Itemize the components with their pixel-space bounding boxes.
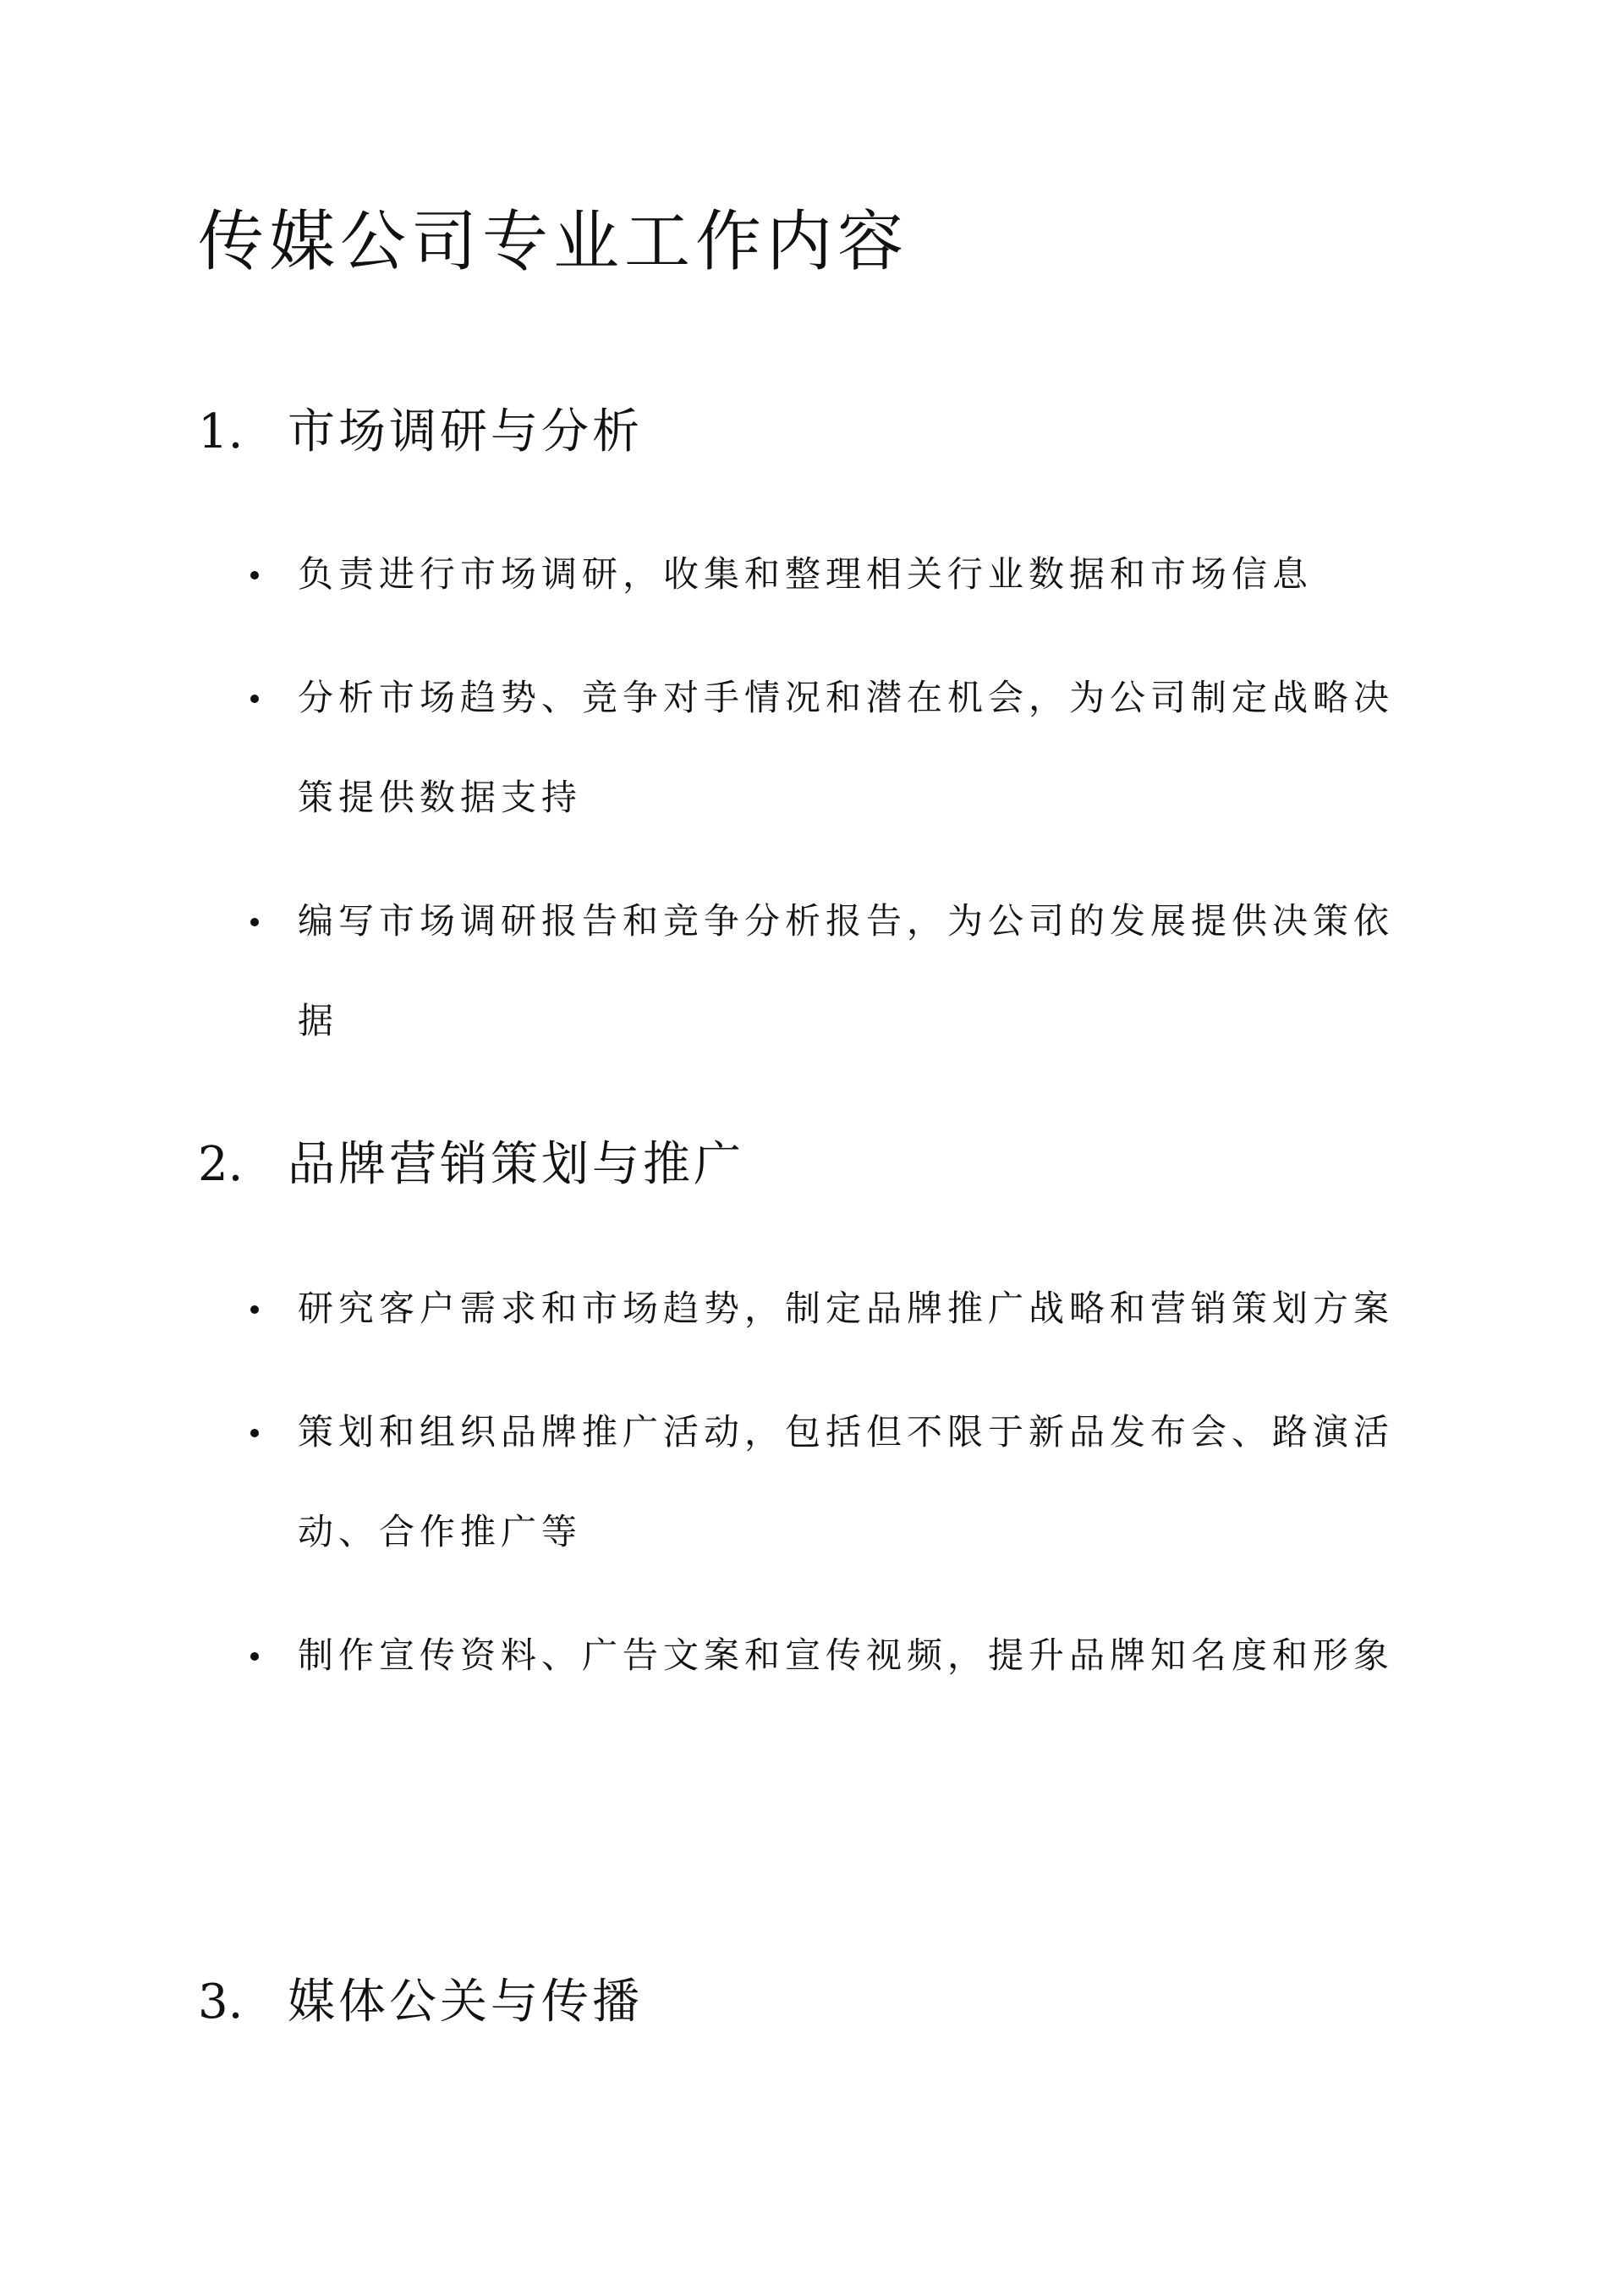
section-heading-market-research xyxy=(198,403,643,462)
list-item xyxy=(245,1606,1413,1706)
bullet-icon xyxy=(250,571,259,579)
list-item-text: 编写市场调研报告和竞争分析报告，为公司的发展提供决策依据 xyxy=(298,900,1395,1041)
list-item xyxy=(245,525,1413,624)
list-item xyxy=(245,1382,1413,1582)
section-heading-brand-marketing xyxy=(198,1135,744,1195)
bullet-icon xyxy=(250,918,259,926)
section-title: 媒体公关与传播 xyxy=(288,1975,643,2030)
bullet-icon xyxy=(250,695,259,703)
list-item xyxy=(245,871,1413,1071)
list-item-text: 制作宣传资料、广告文案和宣传视频，提升品牌知名度和形象 xyxy=(298,1634,1395,1676)
section-title: 品牌营销策划与推广 xyxy=(288,1137,744,1192)
list-item-text: 策划和组织品牌推广活动，包括但不限于新品发布会、路演活动、合作推广等 xyxy=(298,1411,1395,1552)
document-title: 传媒公司专业工作内容 xyxy=(198,204,909,280)
list-item-text: 负责进行市场调研，收集和整理相关行业数据和市场信息 xyxy=(298,553,1314,595)
bullet-icon xyxy=(250,1429,259,1437)
list-item-text: 分析市场趋势、竞争对手情况和潜在机会，为公司制定战略决策提供数据支持 xyxy=(298,677,1395,818)
bullet-icon xyxy=(250,1305,259,1314)
section-title: 市场调研与分析 xyxy=(288,404,643,459)
section-number: 2. xyxy=(198,1137,244,1192)
list-item xyxy=(245,648,1413,848)
section-number: 1. xyxy=(198,404,244,459)
list-item-text: 研究客户需求和市场趋势，制定品牌推广战略和营销策划方案 xyxy=(298,1288,1395,1329)
bullet-list-market-research xyxy=(245,525,1413,1095)
list-item xyxy=(245,1259,1413,1359)
bullet-list-brand-marketing xyxy=(245,1259,1413,1729)
section-number: 3. xyxy=(198,1975,244,2030)
bullet-icon xyxy=(250,1652,259,1661)
section-heading-media-pr xyxy=(198,1973,643,2032)
